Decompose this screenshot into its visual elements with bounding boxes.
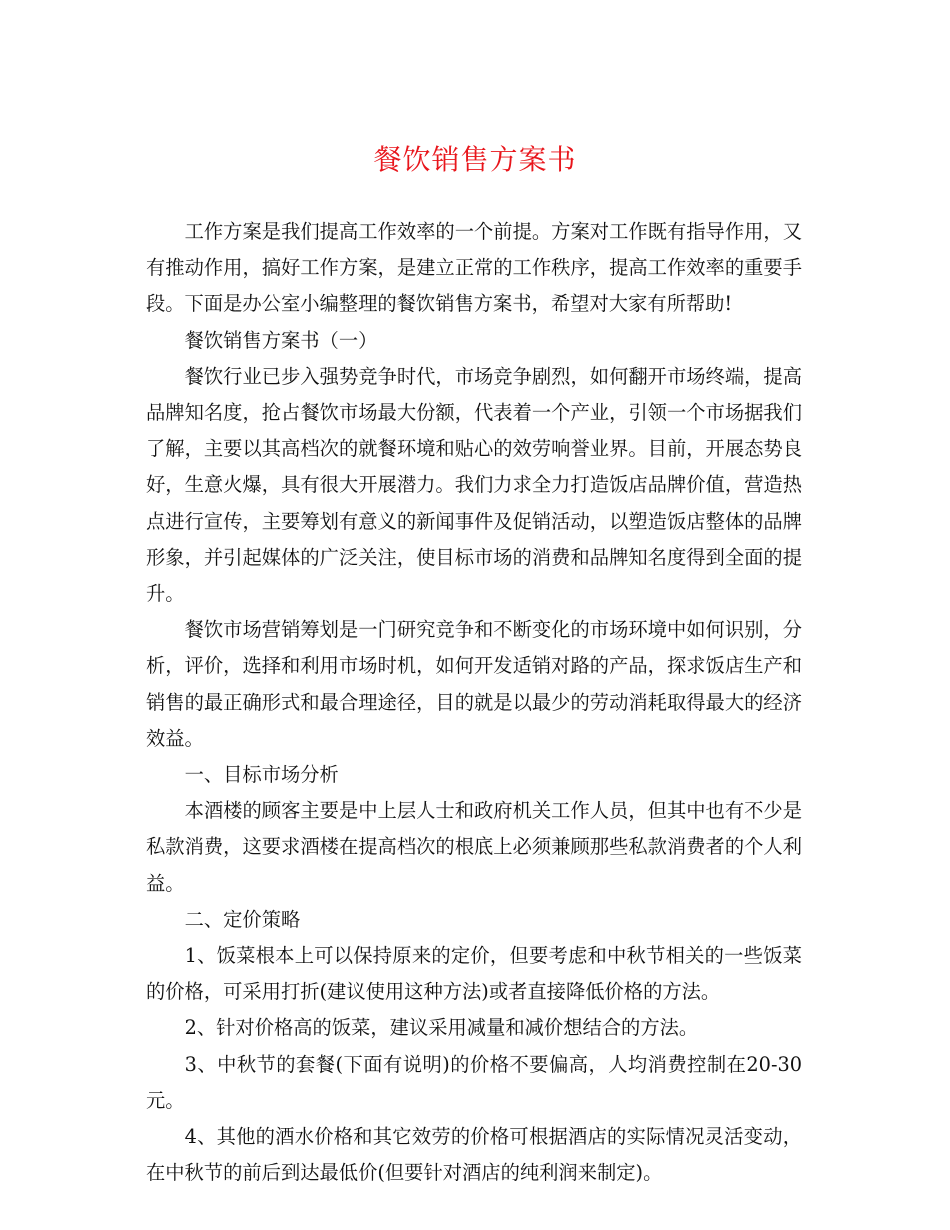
- document-title: 餐饮销售方案书: [373, 143, 577, 176]
- list-item-pricing-3: 3、中秋节的套餐(下面有说明)的价格不要偏高，人均消费控制在20-30元。: [146, 1052, 802, 1112]
- list-item-pricing-2: 2、针对价格高的饭菜，建议采用减量和减价想结合的方法。: [184, 1016, 699, 1040]
- paragraph-target-market: 本酒楼的顾客主要是中上层人士和政府机关工作人员，但其中也有不少是私款消费，这要求酒楼在提高档次的根底上必须兼顾那些私款消费者的个人利益。: [146, 799, 802, 895]
- section-heading-target-market: 一、目标市场分析: [184, 763, 339, 787]
- paragraph-intro: 工作方案是我们提高工作效率的一个前提。方案对工作既有指导作用，又有推动作用，搞好工作方案，是建立正常的工作秩序，提高工作效率的重要手段。下面是办公室小编整理的餐饮销售方案书，希望对大家有所帮助!: [146, 220, 802, 316]
- list-item-pricing-1: 1、饭菜根本上可以保持原来的定价，但要考虑和中秋节相关的一些饭菜的价格，可采用打折(建议使用这种方法)或者直接降低价格的方法。: [146, 944, 802, 1004]
- section-heading-plan-one: 餐饮销售方案书（一）: [184, 328, 378, 352]
- paragraph-industry: 餐饮行业已步入强势竞争时代，市场竞争剧烈，如何翻开市场终端，提高品牌知名度，抢占餐饮市场最大份额，代表着一个产业，引领一个市场据我们了解，主要以其高档次的就餐环境和贴心的效劳响誉业界。目前，开展态势良好，生意火爆，具有很大开展潜力。我们力求全力打造饭店品牌价值，营造热点进行宣传，主要筹划有意义的新闻事件及促销活动，以塑造饭店整体的品牌形象，并引起媒体的广泛关注，使目标市场的消费和品牌知名度得到全面的提升。: [146, 364, 802, 606]
- document-body: [146, 214, 802, 1191]
- section-heading-pricing: 二、定价策略: [184, 907, 301, 931]
- paragraph-marketing: 餐饮市场营销筹划是一门研究竞争和不断变化的市场环境中如何识别，分析，评价，选择和利用市场时机，如何开发适销对路的产品，探求饭店生产和销售的最正确形式和最合理途径，目的就是以最少的劳动消耗取得最大的经济效益。: [146, 618, 802, 750]
- list-item-pricing-4: 4、其他的酒水价格和其它效劳的价格可根据酒店的实际情况灵活变动，在中秋节的前后到达最低价(但要针对酒店的纯利润来制定)。: [146, 1125, 802, 1185]
